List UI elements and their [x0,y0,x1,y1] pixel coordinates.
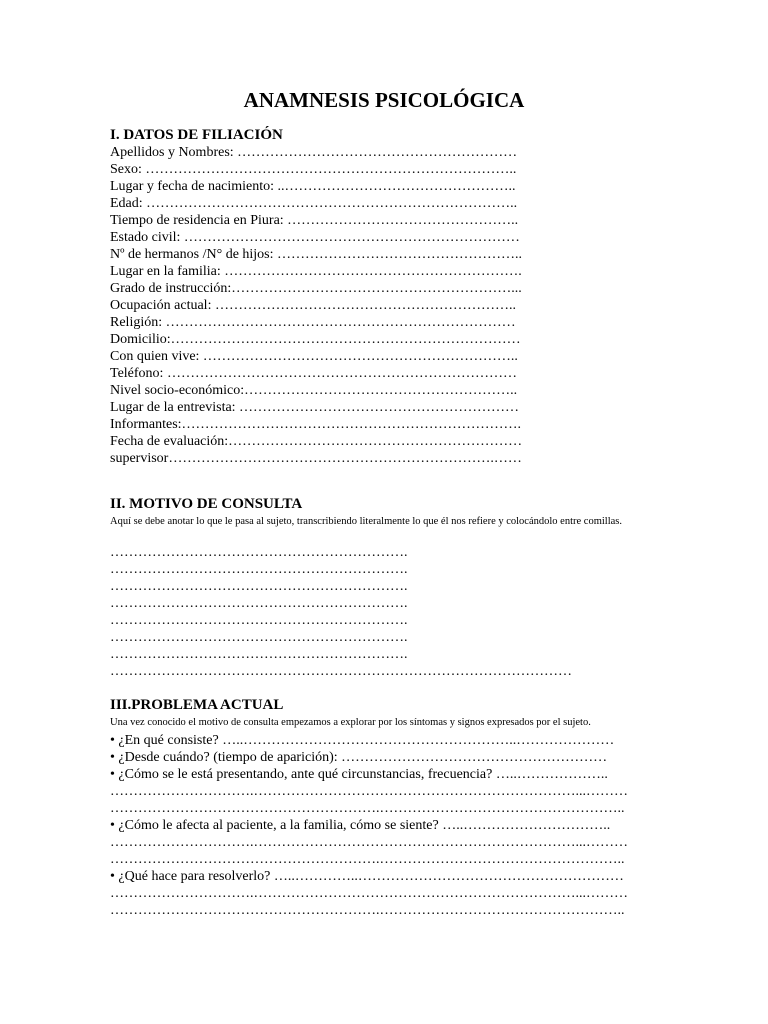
section-instructions: Una vez conocido el motivo de consulta empezamos a explorar por los síntomas y signos expresados por el sujeto. [110,717,591,728]
blank-line: ………………………………………………………. [110,647,408,662]
field-ocupacion-actual: Ocupación actual: ……………………………………………………….. [110,298,516,313]
field-tiempo-residencia: Tiempo de residencia en Piura: ………………………………………….. [110,213,519,228]
section-instructions: Aquí se debe anotar lo que le pasa al sujeto, transcribiendo literalmente lo que él nos refiere y colocándolo entre comillas. [110,516,622,527]
field-telefono: Teléfono: ………………………………………………………………… [110,366,517,381]
blank-line: ………………………………………………………. [110,630,408,645]
blank-line: ……………………………………………………………………………………… [110,664,572,679]
field-edad: Edad: …………………………………………………………………….. [110,196,518,211]
field-apellidos-nombres: Apellidos y Nombres: …………………………………………………… [110,145,518,160]
field-lugar-familia: Lugar en la familia: ………………………………………………………. [110,264,522,279]
section-heading: II. MOTIVO DE CONSULTA [110,496,303,512]
field-lugar-fecha-nacimiento: Lugar y fecha de nacimiento: ..………………………………………….. [110,179,516,194]
section-heading: I. DATOS DE FILIACIÓN [110,127,283,143]
question-que-hace-resolverlo: • ¿Qué hace para resolverlo? …..…………..………………………………………………… [110,869,624,884]
section-problema-actual [110,697,730,919]
blank-line: ………………………………………………………. [110,596,408,611]
question-en-que-consiste: • ¿En qué consiste? …..…………………………………………………..………………… [110,733,615,748]
blank-line: ………………………….……………………………………………………………...……… [110,886,628,901]
answer-lines [110,544,730,680]
field-nivel-socioeconomico: Nivel socio-económico:………………………………………………….. [110,383,518,398]
question-como-le-afecta: • ¿Cómo le afecta al paciente, a la familia, cómo se siente? …..………………………….. [110,818,611,833]
blank-line: ………………………….……………………………………………………………...……… [110,835,628,850]
question-desde-cuando: • ¿Desde cuándo? (tiempo de aparición): ………………………………………………… [110,750,608,765]
field-informantes: Informantes:………………………………………………………………. [110,417,522,432]
blank-line: ………………………………………………………. [110,579,408,594]
field-religion: Religión: ………………………………………………………………… [110,315,516,330]
section-heading: III.PROBLEMA ACTUAL [110,697,284,713]
field-grado-instruccion: Grado de instrucción:……………………………………………………... [110,281,522,296]
field-fecha-evaluacion: Fecha de evaluación:……………………………………………………… [110,434,523,449]
question-como-se-presenta: • ¿Cómo se le está presentando, ante qué circunstancias, frecuencia? …..……………….. [110,767,608,782]
section-datos-filiacion [110,127,730,467]
blank-line: ………………………………………………….…………………………………………….. [110,801,625,816]
blank-line: ………………………………………………………. [110,562,408,577]
blank-line: ………………………………………………………. [110,545,408,560]
page-title: ANAMNESIS PSICOLÓGICA [243,88,525,112]
field-supervisor: supervisor…………………………………………………………….…… [110,451,522,466]
blank-line: ………………………………………………………. [110,613,408,628]
field-domicilio: Domicilio:………………………………………………………………… [110,332,521,347]
field-lugar-entrevista: Lugar de la entrevista: …………………………………………………… [110,400,520,415]
blank-line: ………………………………………………….…………………………………………….. [110,852,625,867]
field-con-quien-vive: Con quien vive: ………………………………………………………….. [110,349,518,364]
field-sexo: Sexo: …………………………………………………………………….. [110,162,517,177]
section-motivo-consulta [110,496,730,680]
field-hermanos-hijos: Nº de hermanos /N° de hijos: …………………………………………….. [110,247,523,262]
blank-line: ………………………….……………………………………………………………...……… [110,784,628,799]
field-estado-civil: Estado civil: ……………………………………………………………… [110,230,520,245]
blank-line: ………………………………………………….…………………………………………….. [110,903,625,918]
